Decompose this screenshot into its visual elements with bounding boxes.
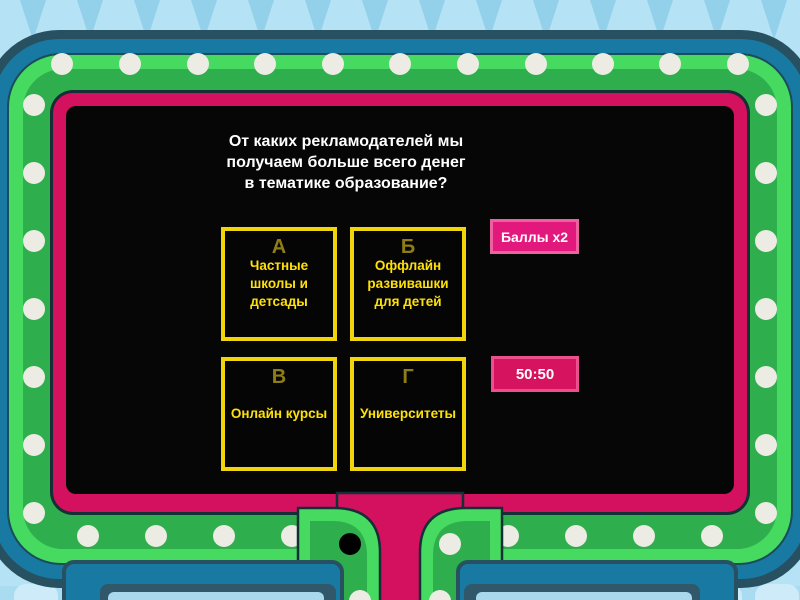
answer-text-line: Университеты <box>359 406 457 421</box>
light-bulb <box>23 434 45 456</box>
light-bulb <box>23 230 45 252</box>
light-bulb <box>23 298 45 320</box>
answer-text <box>356 405 460 423</box>
light-bulb <box>213 525 235 547</box>
light-bulb <box>755 162 777 184</box>
light-bulb <box>755 502 777 524</box>
question-line: в тематике образование? <box>244 175 448 192</box>
light-bulb <box>565 525 587 547</box>
light-bulb <box>339 533 361 555</box>
lifeline-fifty-fifty-button[interactable]: 50:50 <box>491 356 579 392</box>
desk-panel-right-inset <box>464 584 700 600</box>
desk-panel-left <box>62 560 344 600</box>
answer-text-line: для детей <box>374 294 442 309</box>
light-bulb <box>23 502 45 524</box>
light-bulb <box>659 53 681 75</box>
answer-text-line: развивашки <box>367 276 449 291</box>
answer-text-line: Оффлайн <box>374 258 442 273</box>
light-bulb <box>119 53 141 75</box>
answer-text-line: школы и <box>250 276 308 291</box>
answer-text-line: Онлайн курсы <box>230 406 328 421</box>
answer-text-line: детсады <box>250 294 308 309</box>
answer-letter: В <box>271 366 287 388</box>
light-bulb <box>254 53 276 75</box>
light-bulb <box>439 533 461 555</box>
light-bulb <box>389 53 411 75</box>
light-bulb <box>755 230 777 252</box>
answer-text <box>227 405 331 423</box>
light-bulb <box>187 53 209 75</box>
answer-option-a[interactable] <box>221 227 337 341</box>
answer-option-g[interactable] <box>350 357 466 471</box>
light-bulb <box>23 94 45 116</box>
answer-option-b[interactable] <box>350 227 466 341</box>
answer-letter: А <box>271 236 287 258</box>
answer-text <box>227 257 331 311</box>
light-bulb <box>51 53 73 75</box>
light-bulb <box>322 53 344 75</box>
desk-panel-left-glass <box>108 592 324 600</box>
answer-text <box>356 257 460 311</box>
light-bulb <box>23 366 45 388</box>
light-bulb <box>755 366 777 388</box>
answer-letter: Г <box>402 366 414 388</box>
answer-letter: Б <box>400 236 416 258</box>
lifeline-double-points-button[interactable]: Баллы x2 <box>490 219 579 254</box>
light-bulb <box>727 53 749 75</box>
answer-text-line: Частные <box>249 258 309 273</box>
light-bulb <box>145 525 167 547</box>
light-bulb <box>23 162 45 184</box>
light-bulb <box>525 53 547 75</box>
light-bulb <box>755 298 777 320</box>
background-bump <box>755 584 799 600</box>
answer-option-v[interactable] <box>221 357 337 471</box>
desk-panel-right-glass <box>476 592 692 600</box>
light-bulb <box>457 53 479 75</box>
question-line: От каких рекламодателей мы <box>228 133 464 150</box>
light-bulb <box>755 94 777 116</box>
desk-panel-right <box>456 560 738 600</box>
light-bulb <box>755 434 777 456</box>
question-text <box>170 131 522 194</box>
light-bulb <box>633 525 655 547</box>
desk-panel-left-inset <box>100 584 336 600</box>
light-bulb <box>592 53 614 75</box>
question-line: получаем больше всего денег <box>226 154 466 171</box>
light-bulb <box>701 525 723 547</box>
light-bulb <box>77 525 99 547</box>
